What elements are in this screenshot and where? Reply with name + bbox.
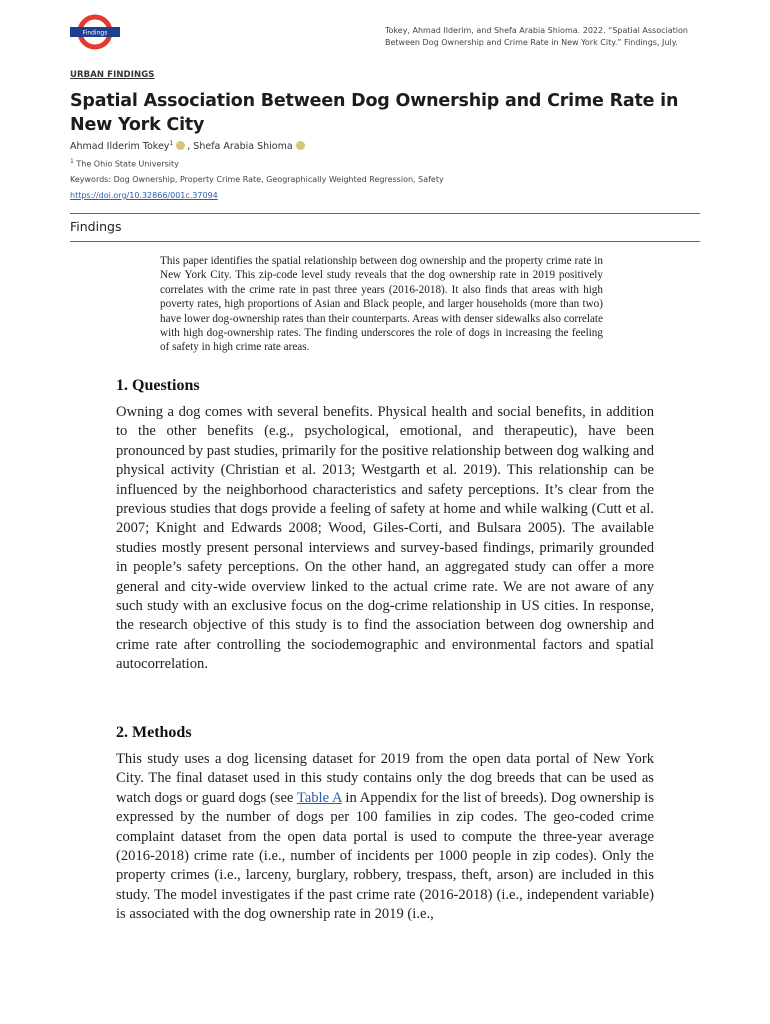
questions-paragraph: Owning a dog comes with several benefits. Physical health and social benefits, in addition to the other benefits (e.g., psychological, emotional, and therapeutic), have been pronounced by past studies, primarily for the positive relationship between dog walking and physical activity (Christian et al. 2013; Westgarth et al. 2019). This relationship can be influenced by the neighborhood characteristics and safety perceptions. It’s clear from the previous studies that dogs provide a feeling of safety at home and while walking (Cutt et al. 2007; Knight and Edwards 2008; Wood, Giles-Corti, and Bulsara 2005). The available studies mostly present personal interviews and survey-based findings, primarily grounded in people’s safety perceptions. On the other hand, an aggregated study can offer a more general and city-wide overview linked to the actual crime rate. We are not aware of any such study with an exclusive focus on the dog-crime relationship in US cities. In response, the research objective of this study is to find the association between dog ownership and crime rate after controlling the sociodemographic and environmental factors and spatial autocorrelation. (116, 404, 654, 673)
keywords: Keywords: Dog Ownership, Property Crime Rate, Geographically Weighted Regression, Safety (70, 175, 444, 184)
methods-text: in Appendix for the list of breeds). Dog ownership is expressed by the number of dogs per 100 families in zip codes. The geo-coded crime complaint dataset from the open data portal is used to compute the three-year average (2016-2018) crime rate (i.e., number of incidents per 1000 people in zip codes). Only the property crimes (i.e., larceny, burglary, robbery, trespass, theft, arson) are included in this study. The model investigates if the past crime rate (2016-2018) (i.e., independent variable) is associated with the dog ownership rate in 2019 (i.e., (116, 789, 654, 923)
findings-heading: Findings (70, 219, 122, 234)
questions-heading: 1. Questions (116, 377, 200, 394)
table-a-link[interactable]: Table A (296, 789, 342, 806)
methods-paragraph (116, 750, 654, 925)
doi-link[interactable]: https://doi.org/10.32866/001c.37094 (70, 191, 218, 200)
affiliation-name: The Ohio State University (76, 159, 179, 169)
section-label[interactable]: URBAN FINDINGS (70, 70, 155, 80)
author-list: Ahmad Ilderim Tokey$^1$ , Shefa Arabia Shioma (70, 140, 307, 152)
citation-header: Tokey, Ahmad Ilderim, and Shefa Arabia Shioma. 2022. “Spatial Association Between Dog Ownership and Crime Rate in New York City.” Findings, July. (385, 26, 688, 47)
methods-heading: 2. Methods (116, 724, 192, 741)
findings-logo (70, 14, 120, 50)
author-name[interactable]: Ahmad Ilderim Tokey (70, 141, 170, 153)
article-title: Spatial Association Between Dog Ownership and Crime Rate in New York City (70, 91, 679, 135)
methods-text: This study uses a dog licensing dataset for 2019 from the open data portal of New York City. The final dataset used in this study contains only the dog breeds that can be used as watch dogs or guard dogs (see (116, 751, 654, 806)
abstract: This paper identifies the spatial relationship between dog ownership and the property crime rate in New York City. This zip-code level study reveals that the dog ownership rate in 2019 positively correlates with the crime rate in past three years (2016-2018). It also finds that areas with high poverty rates, high proportions of Asian and Black people, and larger households (more than two) have lower dog-ownership rates than their counterparts. Areas with denser sidewalks also correlate with high dog-ownership rates. The finding underscores the role of dogs in increasing the feeling of safety in high crime rate areas. (160, 255, 603, 354)
svg-text:Findings: Findings (82, 29, 108, 37)
author-name[interactable]: Shefa Arabia Shioma (193, 141, 293, 153)
divider (70, 241, 700, 242)
orcid-icon[interactable] (176, 141, 185, 150)
affiliation (70, 158, 179, 169)
author-affiliation-marker: 1 (169, 140, 174, 147)
orcid-icon[interactable] (296, 141, 305, 150)
divider (70, 213, 700, 214)
affiliation-marker: 1 (70, 158, 74, 165)
